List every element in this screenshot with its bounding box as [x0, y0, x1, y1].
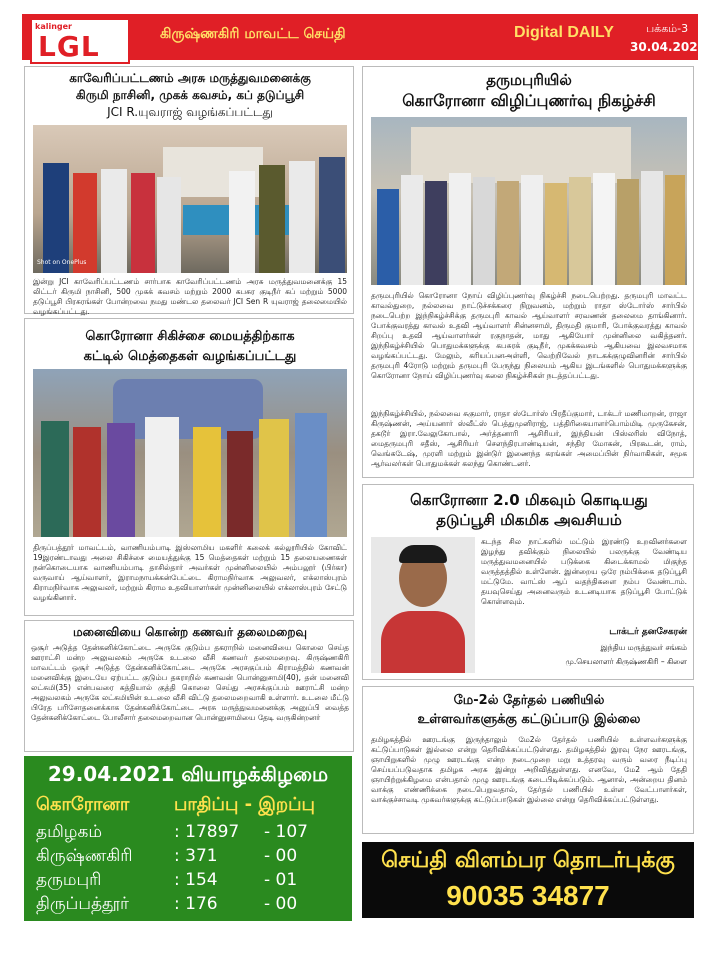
story6-headline-1: மே-2ல் தேர்தல் பணியில் [453, 693, 605, 708]
story4-body-1: தருமபுரியில் கொரோனா நோய் விழிப்புணர்வு நிகழ்ச்சி நடைபெற்றது. தருமபுரி மாவட்ட காவல்துறை, நல்லவை நாட்டுச்சக்கரை நிறுவனம், மற்றும் ராதா ஸ்டோர்ஸ் சார்பில் நடைபெற்ற இந்நிகழ்ச்சிக்கு தருமபுரி காவல் ஆய்வாளர் சரவணன் தலைமை தாங்கினார். போக்குவரத்து காவல் உதவி ஆய்வாளர் சின்னசாமி, திருமதி குமாரி, போக்குவரத்து காவல் சிறப்பு உதவி ஆய்வாளர்கள் ரகுநாதன், மாது ஆகியோர் முன்னிலை வகித்தனர். இந்நிகழ்ச்சியில் பொதுமக்களுக்கு கபசுரக் குடிநீர், முகக்கவசம் ஆகியவை இலவசமாக வழங்கப்பட்டது. மேலும், கரியப்பனஅள்ளி, வெற்றிவேல் நாடகக்குழுவினரின் சார்பில் தருமபுரி 4ரோடு மற்றும் தருமபுரி பேருந்து நிலையம் ஆகிய இடங்களில் பொதுமக்களுக்கு கொரோனா நோய் விழிப்புணர்வு கலை நிகழ்ச்சிகள் நடத்தப்பட்டது. [371, 291, 687, 380]
story2-body: திருப்பத்தூர் மாவட்டம், வாணியம்பாடி இஸ்லாமிய மகளிர் கலைக் கல்லூரியில் கோவிட் 19இரண்டாவது அலை சிகிச்சை மையத்துக்கு 15 மெத்தைகள் மற்றும் 15 தலையணைகள் நன்கொடையாக வாணியம்பாடி தாசில்தார் அவர்கள் முன்னிலையில் அம்பலூர் (பிர்கா) வருவாய் ஆய்வாளர், இராமநாயக்கன்பேட்டை கிராமநிர்வாக அலுவலர், எக்லாஸ்புரம் கிராமநிர்வாக அலுவலர், மற்றும் கிராம உதவியாளர்கள் முன்னிலையில் எக்லாஸ்புரம் சேட்டு வழங்கினார். [33, 543, 347, 602]
story-jci-donation [24, 66, 354, 314]
ad-line: செய்தி விளம்பர தொடர்புக்கு [381, 848, 675, 873]
stats-row-cases: : 371 [174, 846, 218, 866]
story5-headline-1: கொரோனா 2.0 மிகவும் கொடியது [410, 491, 648, 509]
logo-small-text: kalinger [35, 22, 72, 31]
story1-headline-2: கிருமி நாசினி, முகக் கவசம், கப் தடுப்பூசி [75, 88, 305, 102]
stats-row-deaths: - 00 [264, 846, 298, 866]
story4-headline-1: தருமபுரியில் [486, 71, 572, 89]
logo-text: LGL [38, 30, 100, 63]
story1-caption: இன்று JCI காவேரிப்பட்டணம் சார்பாக காவேரிப்பட்டணம் அரசு மருத்துவமனைக்கு 15 லிட்டர் கிருமி நாசினி, 500 முகக் கவசம் மற்றும் 2000 கபசுர குடிநீர் கப் மற்றும் 5000 தடுப்பூசி பிரசுரங்கள் போன்றவை நமது மண்டல தலைவர் JCI Sen R யுவராஜ் தலைமையில் வழங்கப்பட்டது. [33, 277, 347, 316]
logo [30, 18, 130, 64]
stats-row-district: திருப்பத்தூர் [36, 894, 129, 914]
story6-body: தமிழகத்தில் ஊரடங்கு இருந்தாலும் மே2ல் தேர்தல் பணியில் உள்ளவர்களுக்கு கட்டுப்பாடுகள் இல்லை என்று தெரிவிக்கப்பட்டுள்ளது. தமிழகத்தில் இரவு நேர ஊரடங்கு, ஞாயிறுகளில் முழு ஊரடங்கு என்ற நடைமுறை மறு உத்தரவு வரும் வரை நீடிப்பு செய்யப்படுவதாக தமிழக அரசு இன்று அறிவித்துள்ளது. எனவே, மே2 ஆம் தேதி ஞாயிற்றுக்கிழமை என்பதால் முழு ஊரடங்கு கடைபிடிக்கப்படும். ஆனால், அன்றைய தினம் வாக்கு எண்ணிக்கை நடைபெறுவதால், தேர்தல் பணியில் உள்ள வேட்பாளர்கள், வாக்குச்சாவடி முகவர்களுக்கு கட்டுப்பாடுகள் இல்லை என்று தெரிவிக்கப்பட்டுள்ளது. [371, 735, 687, 804]
stats-row-cases: : 17897 [174, 822, 240, 842]
page-number: பக்கம்-3 [646, 22, 689, 35]
story3-body: ஒசூர் அடுத்த தேன்கனிக்கோட்டை அருகே குடும்ப தகராறில் மனைவியை கொலை செய்த ஊராட்சி மன்ற அலுவலகம் அருகே உடலை வீசி கணவர் தலைமறைவு. கிருஷ்ணகிரி மாவட்டம் ஒசூர் அடுத்த தேன்கனிக்கோட்டை அருகே அரசகுப்பம் கிராமத்தில் கணவன் மனைவிக்கு இடையே ஏற்பட்ட குடும்ப தகராறில் கணவன் பொன்னுசாமி(40), தன் மனைவி லட்சுமி(35) என்பவரை கத்தியால் குத்தி கொலை செய்து அரசக்குப்பம் ஊராட்சி மன்ற அலுவலகம் அருகே லட்சுமியின் உடலை வீசி விட்டு தலைமறைவாகி உள்ளார். உடலை மீட்டு பிரேத பரிசோதனைக்காக தேன்கனிக்கோட்டை அரசு மருத்துவமனைக்கு அனுப்பி வைத்த தேன்கனிக்கோட்டை போலீசார் தலைமறைவான பொன்னுசாமியை தேடி வருகின்றனர் [31, 643, 349, 722]
story1-headline-1: காவேரிப்பட்டணம் அரசு மருத்துவமனைக்கு [69, 71, 311, 85]
story5-headline-2: தடுப்பூசி மிகமிக அவசியம் [436, 511, 622, 529]
story2-headline-1: கொரோனா சிகிச்சை மையத்திற்காக [85, 329, 295, 344]
ad-phone[interactable]: 90035 34877 [446, 880, 610, 911]
story4-headline-2: கொரோனா விழிப்புணர்வு நிகழ்ச்சி [402, 91, 656, 110]
story5-author-org: இந்திய மருத்துவர் சங்கம் [600, 643, 687, 652]
story-husband-absconds [24, 620, 354, 752]
section-title: கிருஷ்ணகிரி மாவட்ட செய்தி [160, 26, 346, 42]
stats-row-district: தருமபுரி [36, 870, 102, 890]
doctor-portrait [371, 537, 475, 673]
stats-row-district: கிருஷ்ணகிரி [36, 846, 133, 866]
story1-photo [33, 125, 347, 273]
issue-date: 30.04.2021 [630, 40, 706, 54]
photo-watermark: Shot on OnePlus [37, 259, 87, 266]
stats-row-deaths: - 00 [264, 894, 298, 914]
story2-photo [33, 369, 347, 537]
story5-body: கடந்த சில நாட்களில் மட்டும் இரண்டு உறவினர்களை இழந்து தவிக்கும் நிலையில் பலருக்கு வேண்டிய மருத்துவமனையில் படுக்கை கிடைக்காமல் மிகுந்த வருத்தத்தில் உள்ளேன். இன்றைய ஒரே நம்பிக்கை தடுப்பூசி மட்டுமே. வாட்ஸ் ஆப் வதந்திகளை நம்ப வேண்டாம். தயவுசெய்து அனைவரும் உடனடியாக தடுப்பூசி போட்டுக் கொள்ளவும். [481, 537, 687, 606]
story5-author-role: மு.செயலாளர் கிருஷ்ணகிரி – கிளை [565, 657, 687, 666]
stats-row-cases: : 176 [174, 894, 218, 914]
stats-head-impact: பாதிப்பு - இறப்பு [174, 794, 315, 815]
stats-row-deaths: - 01 [264, 870, 298, 890]
story-vaccine-appeal [362, 484, 694, 680]
story2-headline-2: கட்டில் மெத்தைகள் வழங்கப்பட்டது [83, 349, 297, 364]
edition-label: Digital DAILY [514, 24, 614, 41]
stats-row-district: தமிழகம் [36, 822, 103, 842]
story1-headline-3: JCI R.யுவராஜ் வழங்கப்பட்டது [107, 105, 273, 119]
story4-photo [371, 117, 687, 285]
story5-author: டாக்டர் தனசேகரன் [609, 627, 687, 637]
story3-headline: மனைவியை கொன்ற கணவர் தலைமறைவு [72, 625, 308, 639]
stats-row-deaths: - 107 [264, 822, 308, 842]
advertisement-contact [362, 842, 694, 918]
stats-head-corona: கொரோனா [36, 794, 130, 815]
story-election-exemption [362, 686, 694, 834]
covid-stats-panel [24, 756, 352, 921]
stats-row-cases: : 154 [174, 870, 218, 890]
story4-body-2: இந்நிகழ்ச்சியில், நல்லவை சுகுமார், ராதா ஸ்டோர்ஸ் பிரதீப்குமார், டாக்டர் மணிமாறன், ராஜா கிருஷ்ணன், அய்யனார் ஸ்வீட்ஸ் பெத்துமுனிராஜ், பத்திரிகையாளர்பொம்மிடி முருகேசன், தகடூர் இரா.வேலுகோபால், அர்த்தனாரி ஆசிரியர், இந்தியன் பிஸ்லரிஸ் விநோத், மைதருமபுரி சதீஸ், ஆசிரியர் சௌந்திரபாண்டியன், சந்திர மோகன், பிரகூடன், ராம், வெங்கடேஷ், முரளி மற்றும் இன்டுர் இணைந்த கரங்கள் அமைப்பின் நிர்வாகிகள், சமூக ஆர்வலர்கள் பொதுமக்கள் கலந்து கொண்டனர். [371, 409, 687, 468]
story-awareness-event [362, 66, 694, 478]
story-bed-donation [24, 318, 354, 616]
stats-date: 29.04.2021 வியாழக்கிழமை [47, 762, 329, 786]
story6-headline-2: உள்ளவர்களுக்கு கட்டுப்பாடு இல்லை [417, 712, 641, 727]
